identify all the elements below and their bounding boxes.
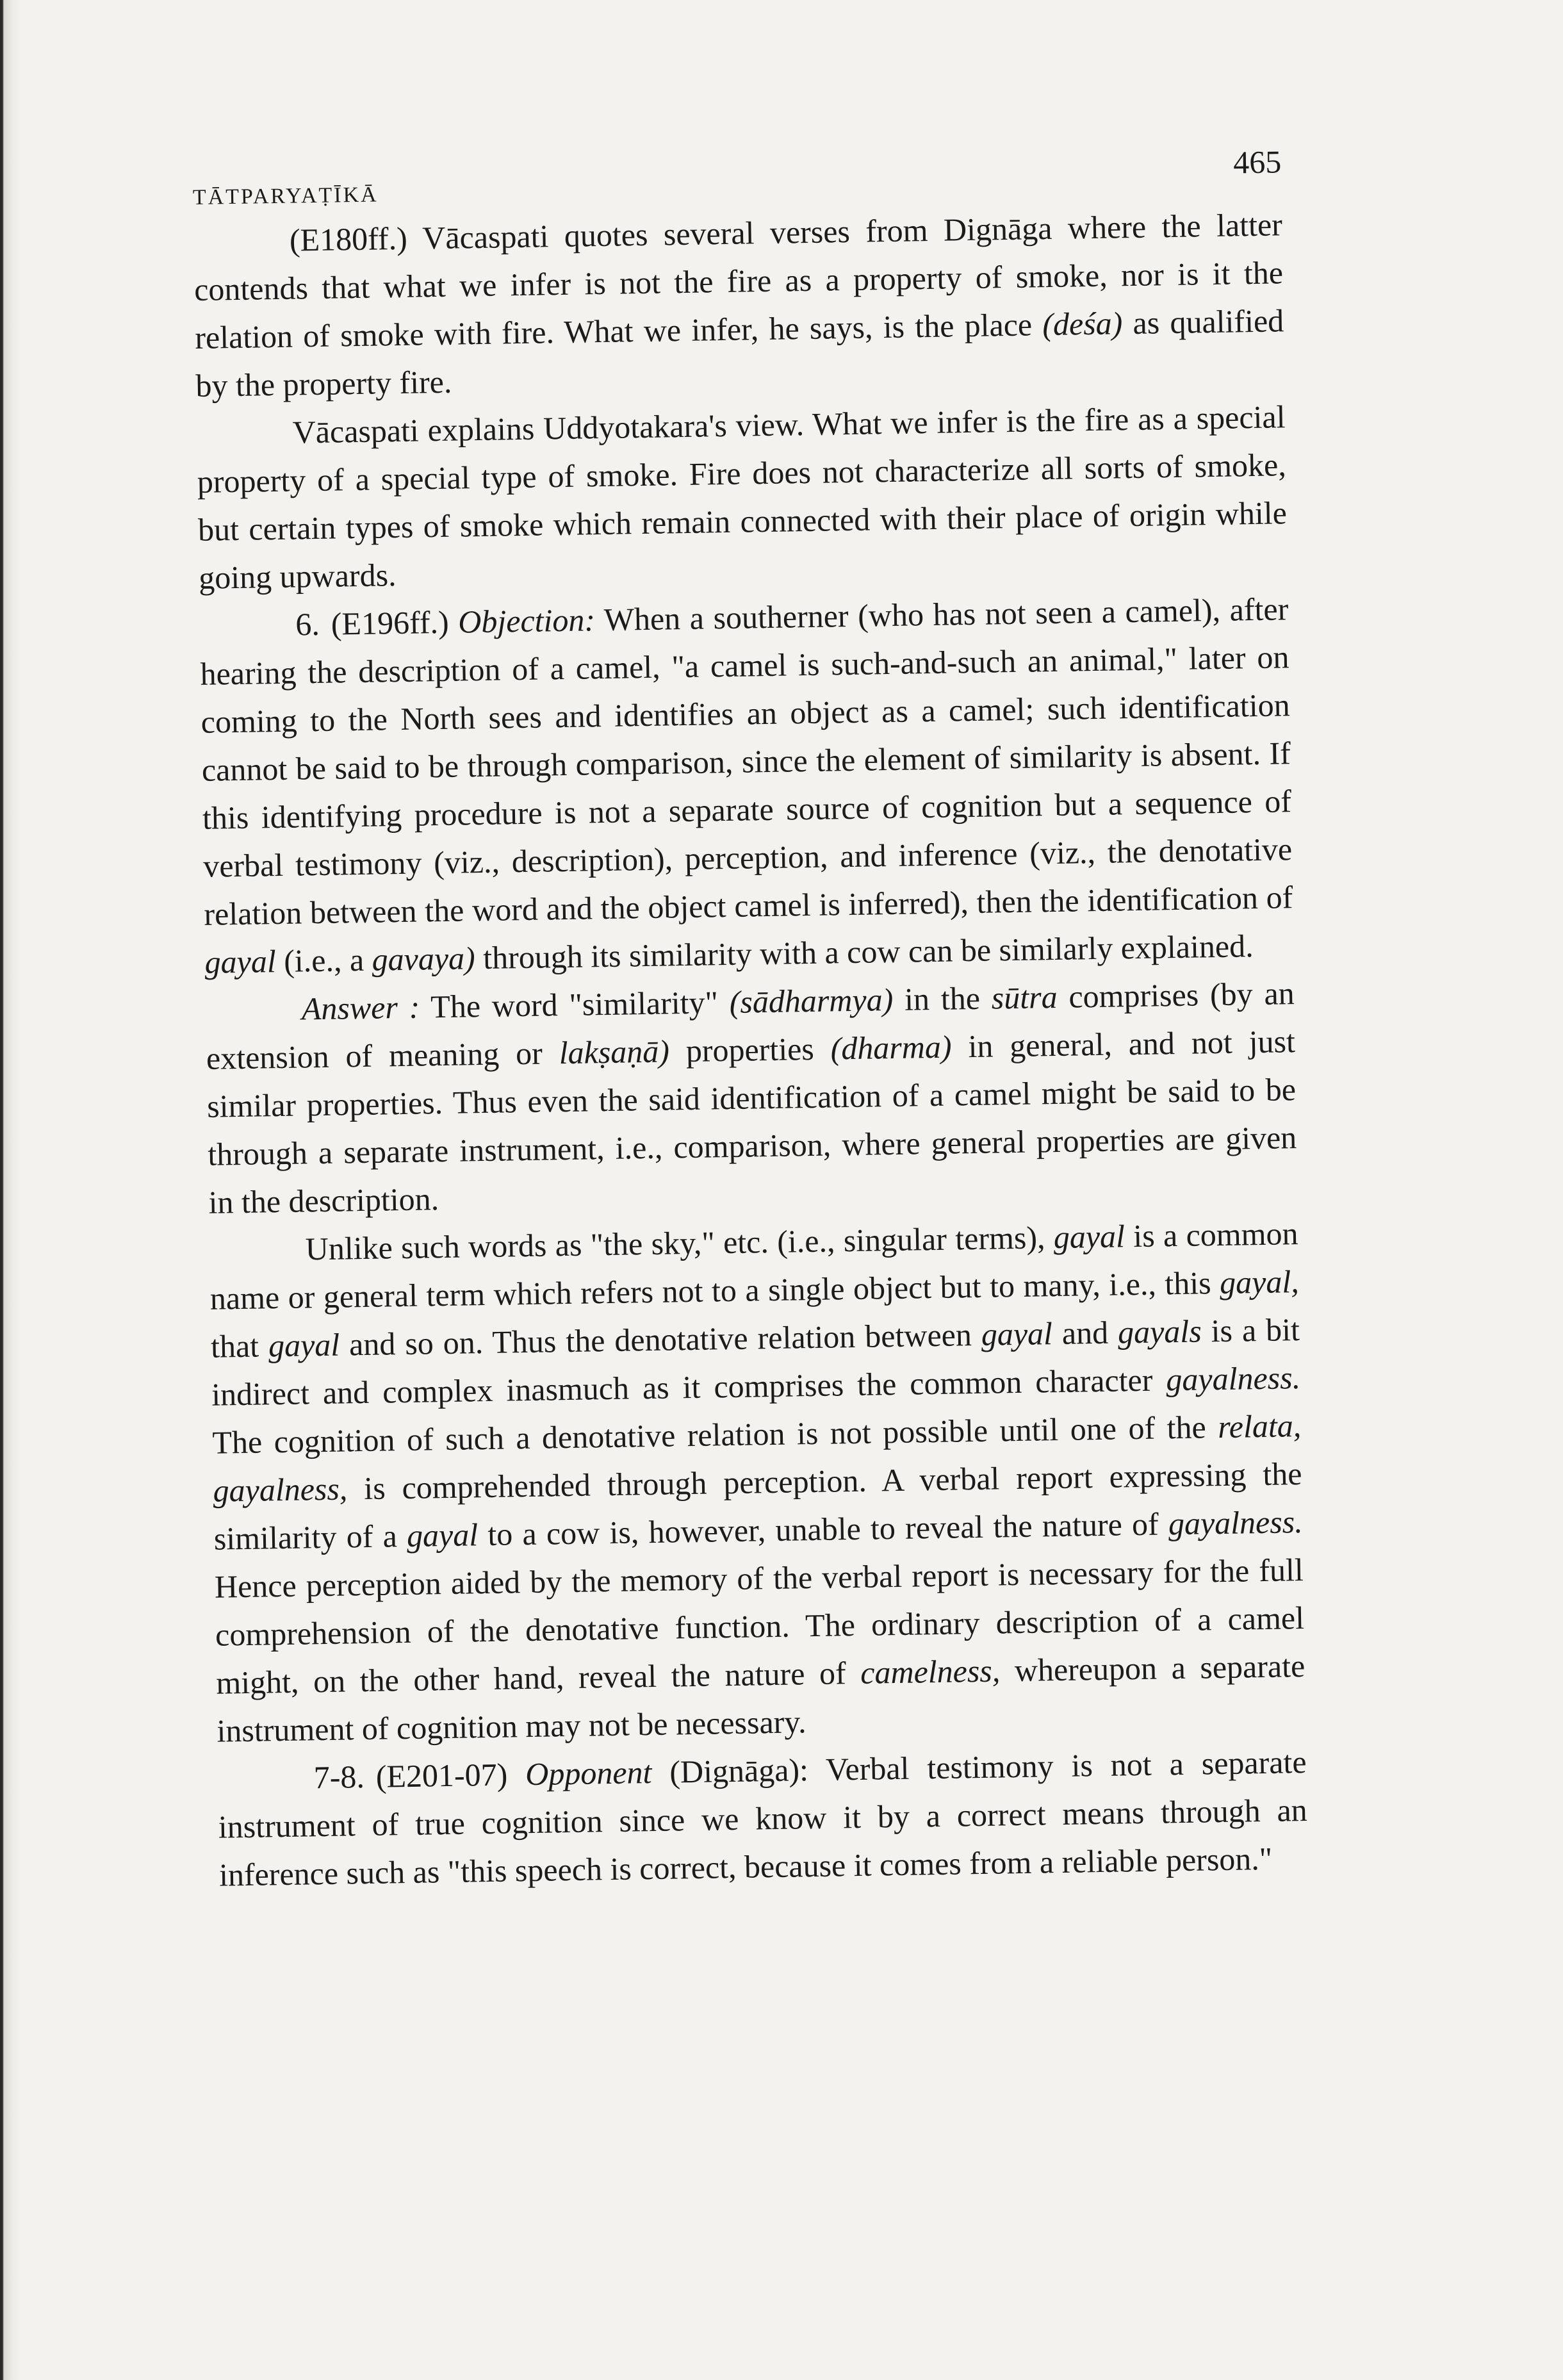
italic-term: lakṣaṇā) [559, 1033, 670, 1071]
paragraph-text: is a common name or general term which refers not to a single object but to many, i.e., this [209, 1215, 1298, 1317]
italic-term: (sādharmya) [729, 981, 894, 1020]
paragraph-text: is comprehended through perception. A verbal report expressing the similarity of a [213, 1456, 1302, 1557]
binding-edge [0, 0, 22, 2380]
paragraph-gayal [209, 1210, 1306, 1755]
italic-term: gayal, [1219, 1263, 1300, 1301]
paragraph-text: (i.e., a [283, 941, 364, 979]
paragraph-text: through its similarity with a cow can be similarly explained. [482, 928, 1254, 976]
paragraph-e180 [193, 201, 1285, 410]
paragraph-text: in the [904, 980, 981, 1017]
italic-term: gayal [981, 1315, 1053, 1352]
italic-term: gayal [268, 1326, 340, 1364]
answer-label: Answer : [301, 989, 420, 1027]
italic-term: sūtra [991, 978, 1058, 1016]
italic-term: gayalness. [1168, 1504, 1304, 1542]
paragraph-text: whereupon a separate instrument of cognition may not be necessary. [217, 1648, 1305, 1749]
paragraph-text: The cognition of such a denotative relation is not possible until one of the [212, 1409, 1207, 1461]
paragraph-text: to a cow is, however, unable to reveal the nature of [487, 1506, 1159, 1553]
section-reference: (E196ff.) [331, 603, 450, 642]
paragraph-text: and so on. Thus the denotative relation between [348, 1317, 972, 1363]
italic-term: gavaya) [372, 940, 476, 978]
paragraph-text: comprises (by an extension of meaning or [206, 975, 1295, 1076]
running-title: TĀTPARYAṬĪKĀ [192, 183, 379, 209]
objection-label: Objection: [457, 602, 596, 640]
italic-term: (dharma) [830, 1028, 952, 1067]
section-reference: (E201-07) [375, 1756, 508, 1794]
paragraph-text: When a southerner (who has not seen a camel), after hearing the description of a camel, "a camel is such-and-such an animal," later on coming to the North sees and identifies an object as a camel; such identification cannot be said to be through comparison, since the element of similarity is absent. If this identifying procedure is not a separate source of cognition but a sequence of verbal testimony (viz., description), perception, and inference (viz., the denotative relation between the word and the object camel is inferred), then the identification of [200, 591, 1293, 932]
section-reference: (E180ff.) [289, 220, 408, 258]
paragraph-answer [205, 969, 1298, 1227]
book-page [192, 143, 1308, 1899]
italic-term: gayalness. [1165, 1359, 1301, 1398]
opponent-label: Opponent [525, 1754, 652, 1793]
section-number: 7-8. [313, 1759, 365, 1796]
italic-term: gayals [1117, 1313, 1202, 1350]
paragraph-text: The word "similarity" [430, 984, 719, 1025]
paragraph-text: and [1061, 1314, 1109, 1351]
paragraph-vacaspati-view [196, 393, 1288, 602]
page-number: 465 [1232, 144, 1282, 181]
italic-term: gayal [406, 1516, 479, 1554]
italic-term: relata, gayalness, [213, 1407, 1302, 1509]
paragraph-text: is a bit indirect and complex inasmuch as it comprises the common character [211, 1311, 1300, 1413]
section-number: 6. [295, 605, 320, 643]
paragraph-text: Unlike such words as "the sky," etc. (i.e., singular terms), [305, 1219, 1045, 1267]
paragraph-text: (Dignāga): Verbal testimony is not a separate instrument of true cognition since we know it by a correct means through an inference such as "this speech is correct, because it comes from a reliable person." [218, 1743, 1308, 1893]
paragraph-text: that [210, 1327, 259, 1365]
paragraph-objection [199, 585, 1294, 987]
paragraph-text: properties [685, 1030, 815, 1069]
paragraph-text: as qualified by the property fire. [195, 302, 1284, 404]
paragraph-text: Vācaspati quotes several verses from Dignāga where the latter contends that what we infer is not the fire as a property of smoke, nor is it the relation of smoke with fire. What we infer, he says, is the place [193, 206, 1284, 356]
italic-term: (deśa) [1042, 305, 1123, 343]
italic-term: gayal [204, 943, 277, 980]
paragraph-text: Vācaspati explains Uddyotakara's view. What we infer is the fire as a special property of a special type of smoke. Fire does not characterize all sorts of smoke, but certain types of smoke which remain connected with their place of origin while going upwards. [197, 398, 1288, 596]
paragraph-text: in general, and not just similar properties. Thus even the said identification of a camel might be said to be through a separate instrument, i.e., comparison, where general properties are given in the description. [206, 1023, 1297, 1220]
paragraph-text: Hence perception aided by the memory of the verbal report is necessary for the full comprehension of the denotative function. The ordinary description of a camel might, on the other hand, reveal the nature of [214, 1552, 1305, 1701]
italic-term: camelness, [860, 1652, 1001, 1691]
paragraph-opponent [217, 1738, 1308, 1900]
italic-term: gayal [1053, 1218, 1125, 1256]
